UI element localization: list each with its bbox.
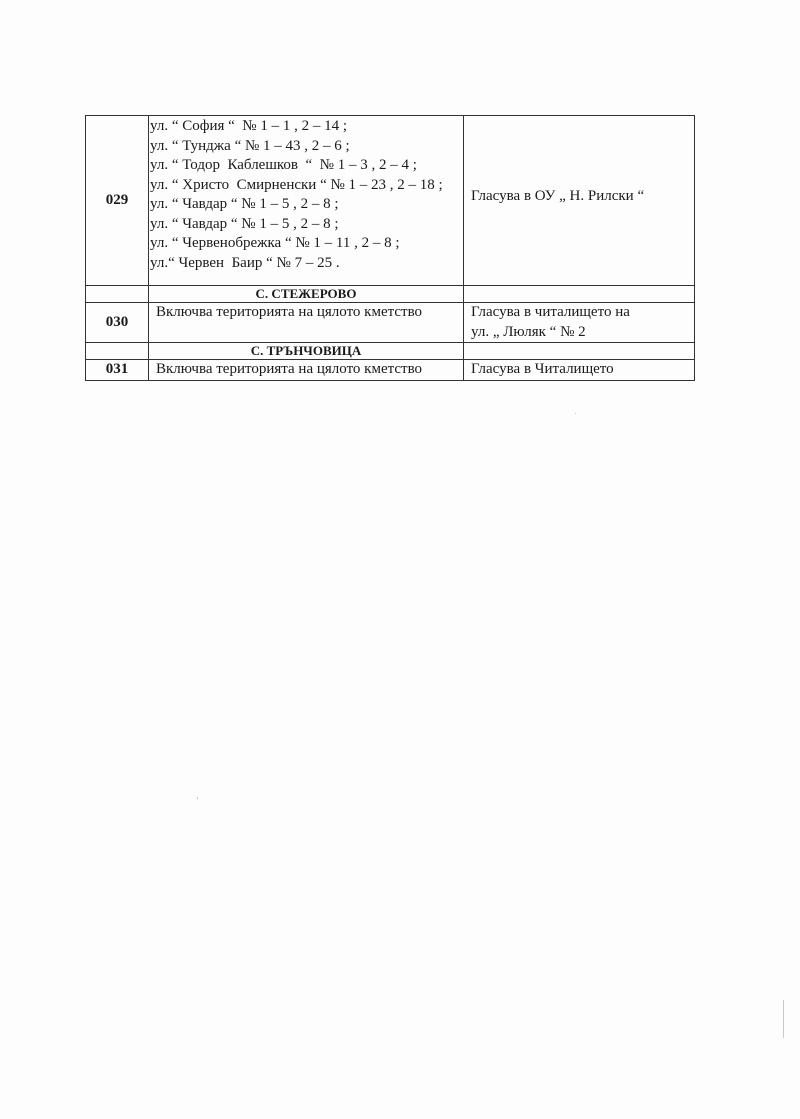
street-line: ул. “ Тунджа “ № 1 – 43 , 2 – 6 ; — [150, 137, 350, 154]
street-list — [149, 116, 464, 286]
scan-mark — [197, 797, 198, 799]
street-line: ул. “ Христо Смирненски “ № 1 – 23 , 2 – 18 ; — [150, 176, 443, 193]
village-name: С. ТРЪНЧОВИЦА — [149, 343, 464, 360]
polling-place — [464, 303, 695, 343]
polling-place-line: Гласува в читалището на — [471, 304, 630, 320]
table-row — [86, 303, 695, 343]
village-header-row — [86, 343, 695, 360]
street-line: ул.“ Червен Баир “ № 7 – 25 . — [150, 254, 340, 271]
polling-sections-table — [85, 115, 695, 381]
empty-cell — [464, 286, 695, 303]
street-line: ул. “ Червенобрежка “ № 1 – 11 , 2 – 8 ; — [150, 235, 400, 251]
table-row — [86, 360, 695, 381]
area-description: Включва територията на цялото кметство — [149, 360, 464, 381]
empty-cell — [86, 343, 149, 360]
village-name: С. СТЕЖЕРОВО — [149, 286, 464, 303]
street-line: ул. “ Чавдар “ № 1 – 5 , 2 – 8 ; — [150, 215, 339, 232]
street-line: ул. “ Тодор Каблешков “ № 1 – 3 , 2 – 4 ; — [150, 157, 417, 173]
polling-place: Гласува в ОУ „ Н. Рилски “ — [464, 116, 695, 286]
scan-mark — [783, 1000, 784, 1038]
section-number: 031 — [86, 360, 149, 381]
empty-cell — [464, 343, 695, 360]
village-header-row — [86, 286, 695, 303]
polling-place: Гласува в Читалището — [464, 360, 695, 381]
street-line: ул. “ Чавдар “ № 1 – 5 , 2 – 8 ; — [150, 196, 339, 212]
section-number: 030 — [86, 303, 149, 343]
empty-cell — [86, 286, 149, 303]
street-line: ул. “ София “ № 1 – 1 , 2 – 14 ; — [150, 118, 348, 134]
section-number: 029 — [86, 116, 149, 286]
scan-mark — [575, 413, 576, 414]
area-description: Включва територията на цялото кметство — [149, 303, 464, 343]
table-row — [86, 116, 695, 286]
polling-place-line: ул. „ Люляк “ № 2 — [471, 323, 586, 340]
